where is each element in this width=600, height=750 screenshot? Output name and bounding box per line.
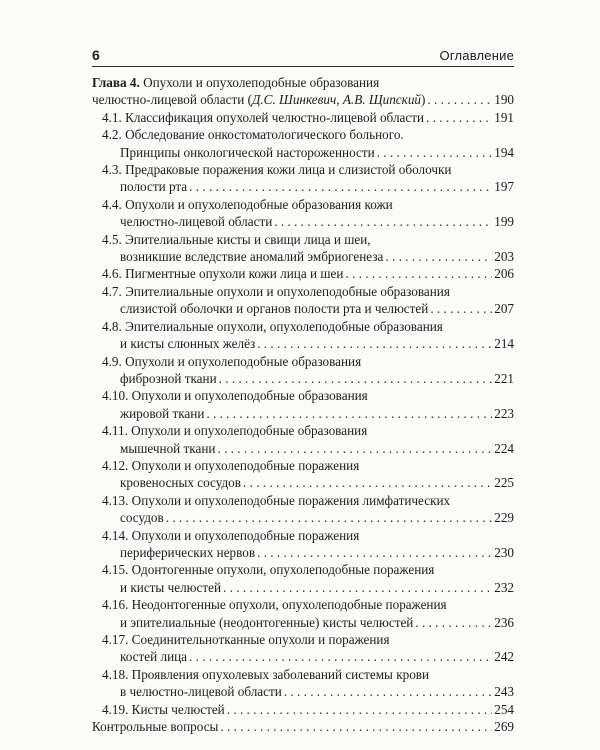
chapter-authors: Д.С. Шинкевич, А.В. Щипский <box>251 92 422 108</box>
toc-control-questions[interactable] <box>92 718 514 735</box>
running-header <box>92 44 514 66</box>
leader-dots <box>220 718 492 735</box>
toc-entry-page: 230 <box>494 544 514 560</box>
leader-dots <box>345 265 492 282</box>
toc-entry-text: мышечной ткани <box>120 440 216 456</box>
toc-entry-text: и кисты челюстей <box>120 579 222 595</box>
toc-entry-text: 4.13. Опухоли и опухолеподобные поражения лимфатических <box>102 492 451 508</box>
leader-dots <box>223 579 492 596</box>
leader-dots <box>166 509 492 526</box>
toc-entry[interactable] <box>92 422 514 457</box>
toc-entry-page: 221 <box>494 370 514 386</box>
leader-dots <box>377 144 493 161</box>
toc-entry[interactable] <box>92 196 514 231</box>
toc-entry-text: 4.14. Опухоли и опухолеподобные поражения <box>102 527 360 543</box>
toc-entry-text: 4.4. Опухоли и опухолеподобные образования кожи <box>102 196 393 212</box>
toc-entry-page: 207 <box>494 301 514 317</box>
toc-entry-page: 194 <box>494 144 514 160</box>
toc-entry-text: 4.11. Опухоли и опухолеподобные образования <box>102 423 368 439</box>
toc-entry[interactable] <box>92 231 514 266</box>
toc-entry[interactable] <box>92 318 514 353</box>
toc-entry[interactable] <box>92 631 514 666</box>
section-title: Оглавление <box>439 48 514 63</box>
chapter-title-close: ) <box>421 92 426 108</box>
toc-entry-text: полости рта <box>120 179 188 195</box>
toc-entry-page: 236 <box>494 614 514 630</box>
toc-entry-text: 4.12. Опухоли и опухолеподобные поражения <box>102 457 360 473</box>
leader-dots <box>430 300 492 317</box>
toc-entry[interactable] <box>92 527 514 562</box>
leader-dots <box>385 248 492 265</box>
page-number: 6 <box>92 47 100 63</box>
table-of-contents <box>92 74 514 735</box>
leader-dots <box>415 614 492 631</box>
toc-entry-text: 4.10. Опухоли и опухолеподобные образования <box>102 388 368 404</box>
toc-entry-text: Принципы онкологической настороженности <box>120 144 375 160</box>
toc-entry-text: сосудов <box>120 510 164 526</box>
toc-entry-text: 4.6. Пигментные опухоли кожи лица и шеи <box>102 266 344 282</box>
toc-entry-text: 4.15. Одонтогенные опухоли, опухолеподобные поражения <box>102 562 435 578</box>
toc-entry[interactable] <box>92 492 514 527</box>
leader-dots <box>426 109 492 126</box>
toc-entry[interactable] <box>92 387 514 422</box>
toc-entry-text: 4.2. Обследование онкостоматологического больного. <box>102 127 404 143</box>
toc-entry-page: 203 <box>494 249 514 265</box>
toc-entries <box>92 109 514 718</box>
toc-entry[interactable] <box>92 353 514 388</box>
leader-dots <box>219 370 493 387</box>
toc-entry-page: 197 <box>494 179 514 195</box>
toc-entry-text: фиброзной ткани <box>120 370 217 386</box>
toc-entry-text: костей лица <box>120 649 188 665</box>
toc-entry-text: в челюстно-лицевой области <box>120 684 282 700</box>
toc-entry-text: 4.7. Эпителиальные опухоли и опухолеподобные образования <box>102 283 450 299</box>
toc-entry-text: 4.5. Эпителиальные кисты и свищи лица и шеи, <box>102 231 371 247</box>
toc-entry[interactable] <box>92 283 514 318</box>
leader-dots <box>257 544 492 561</box>
toc-entry-text: кровеносных сосудов <box>120 475 241 491</box>
leader-dots <box>189 178 492 195</box>
toc-entry-page: 229 <box>494 510 514 526</box>
toc-entry-text: периферических нервов <box>120 544 256 560</box>
toc-entry-text: 4.18. Проявления опухолевых заболеваний системы крови <box>102 666 430 682</box>
toc-entry-page: 232 <box>494 579 514 595</box>
toc-entry-text: и эпителиальные (неодонтогенные) кисты челюстей <box>120 614 414 630</box>
toc-entry[interactable] <box>92 265 514 282</box>
toc-entry-page: 242 <box>494 649 514 665</box>
toc-chapter-entry[interactable] <box>92 74 514 109</box>
leader-dots <box>427 91 492 108</box>
chapter-label: Глава 4. <box>92 75 140 90</box>
toc-entry-page: 214 <box>494 336 514 352</box>
toc-entry-page: 223 <box>494 405 514 421</box>
toc-entry[interactable] <box>92 126 514 161</box>
leader-dots <box>217 440 492 457</box>
toc-entry-text: жировой ткани <box>120 405 205 421</box>
toc-entry-text: слизистой оболочки и органов полости рта и челюстей <box>120 301 429 317</box>
toc-entry-text: 4.19. Кисты челюстей <box>102 701 225 717</box>
toc-entry[interactable] <box>92 666 514 701</box>
toc-entry[interactable] <box>92 701 514 718</box>
leader-dots <box>243 474 492 491</box>
chapter-title-line1: Опухоли и опухолеподобные образования <box>139 75 380 90</box>
leader-dots <box>227 701 492 718</box>
toc-entry-text: 4.9. Опухоли и опухолеподобные образования <box>102 353 362 369</box>
toc-entry-text: челюстно-лицевой области <box>120 214 273 230</box>
header-rule <box>92 66 514 67</box>
toc-entry-text: 4.16. Неодонтогенные опухоли, опухолеподобные поражения <box>102 597 447 613</box>
toc-entry-page: 224 <box>494 440 514 456</box>
toc-entry[interactable] <box>92 109 514 126</box>
toc-entry-page: 206 <box>494 266 514 282</box>
toc-entry-page: 199 <box>494 214 514 230</box>
toc-entry-page: 254 <box>494 701 514 717</box>
toc-entry[interactable] <box>92 457 514 492</box>
control-questions-page: 269 <box>494 719 514 735</box>
chapter-page: 190 <box>494 92 514 108</box>
control-questions-label: Контрольные вопросы <box>92 719 219 735</box>
toc-entry-page: 225 <box>494 475 514 491</box>
toc-entry-page: 243 <box>494 684 514 700</box>
toc-entry-text: 4.17. Соединительнотканные опухоли и поражения <box>102 632 390 647</box>
toc-entry[interactable] <box>92 596 514 631</box>
leader-dots <box>206 405 492 422</box>
toc-entry-text: возникшие вследствие аномалий эмбриогенеза <box>120 249 384 265</box>
toc-entry-page: 191 <box>494 109 514 125</box>
leader-dots <box>257 335 492 352</box>
leader-dots <box>284 683 492 700</box>
chapter-title-line2: челюстно-лицевой области ( <box>92 92 252 108</box>
leader-dots <box>189 648 492 665</box>
toc-entry-text: 4.8. Эпителиальные опухоли, опухолеподобные образования <box>102 318 443 334</box>
toc-entry-text: 4.1. Классификация опухолей челюстно-лицевой области <box>102 109 425 125</box>
toc-entry-text: 4.3. Предраковые поражения кожи лица и слизистой оболочки <box>102 162 452 178</box>
toc-entry-text: и кисты слюнных желёз <box>120 336 256 352</box>
toc-entry[interactable] <box>92 561 514 596</box>
toc-entry[interactable] <box>92 161 514 196</box>
leader-dots <box>274 213 492 230</box>
